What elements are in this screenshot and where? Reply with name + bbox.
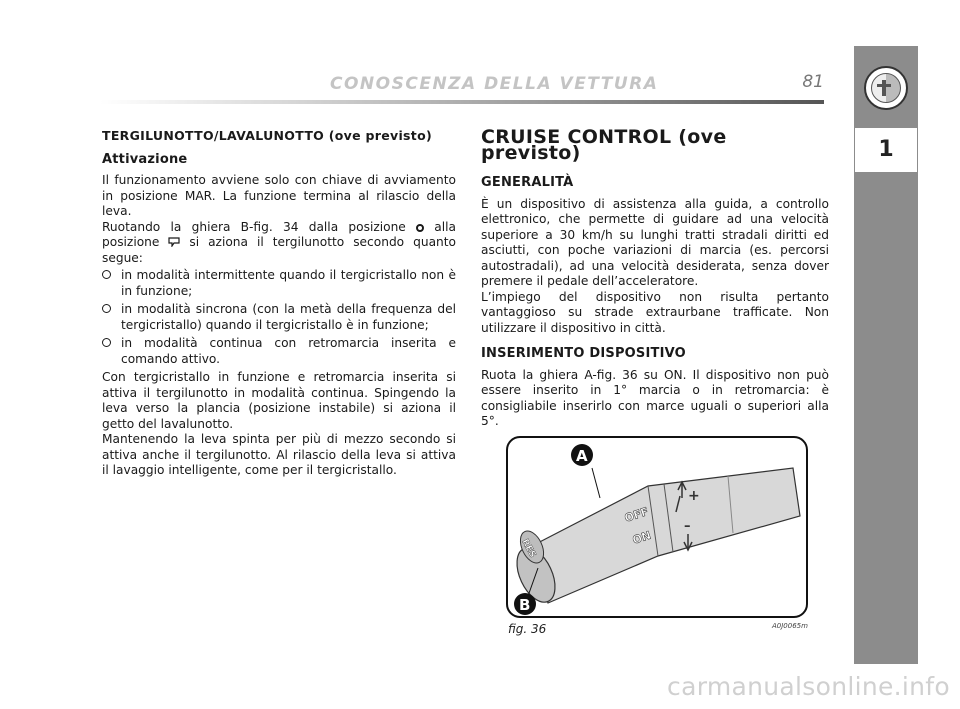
subsection-title-inserimento: INSERIMENTO DISPOSITIVO: [481, 346, 686, 361]
section-title-cruise-control: CRUISE CONTROL (ove previsto): [481, 126, 727, 164]
paragraph: È un dispositivo di assistenza alla guida, a controllo elettronico, che permette di guidare ad una velocità superiore a 30 km/h su lunghi tratti stradali diritti ed asciutti, con poche variazioni di marcia (es. percorsi autostradali), ad una velocità desiderata, senza dover premere il pedale dell’acceleratore.: [481, 196, 829, 288]
footer-watermark: carmanualsonline.info: [667, 672, 950, 701]
res-label: RES: [519, 537, 538, 560]
cruise-lever-illustration: [508, 438, 806, 616]
left-column: [102, 128, 456, 479]
page-header: [100, 66, 824, 106]
list-item: in modalità intermittente quando il tergicristallo non è in funzione;: [102, 268, 456, 299]
rear-wiper-icon: [168, 236, 180, 247]
list-item: in modalità sincrona (con la metà della frequenza del tergicristallo) quando il tergicristallo è in funzione;: [102, 302, 456, 333]
paragraph: Con tergicristallo in funzione e retromarcia inserita si attiva il tergilunotto in modalità continua. Spingendo la leva verso la plancia (posizione instabile) si aziona il getto del lavalunotto.: [102, 370, 456, 431]
figure-36-cruise-lever: [506, 436, 808, 618]
paragraph: Ruota la ghiera A-fig. 36 su ON. Il dispositivo non può essere inserito in 1° marcia o in retromarcia: è consigliabile inserirlo con marce uguali o superiori alla 5°.: [481, 367, 829, 428]
on-label: ON: [630, 528, 653, 547]
list-item: in modalità continua con retromarcia inserita e comando attivo.: [102, 336, 456, 367]
chapter-number: 1: [855, 128, 917, 172]
off-label: OFF: [622, 504, 651, 525]
figure-code: A0J0065m: [772, 622, 808, 630]
right-column: [481, 126, 829, 430]
page-number: 81: [802, 72, 824, 92]
minus-label: –: [684, 519, 691, 534]
bullet-icon: [102, 270, 111, 279]
paragraph-ghiera: Ruotando la ghiera B-fig. 34 dalla posizione alla posizione si aziona il tergilunotto secondo quanto segue:: [102, 219, 457, 265]
callout-b-label: B: [519, 596, 531, 614]
subsection-title-generalita: GENERALITÀ: [481, 175, 574, 190]
section-running-title: CONOSCENZA DELLA VETTURA: [330, 74, 659, 94]
plus-label: +: [688, 488, 700, 504]
paragraph: L’impiego del dispositivo non risulta pertanto vantaggioso su strade extraurbane trafficate. Non utilizzare il dispositivo in città.: [481, 289, 829, 335]
ring-position-icon: [416, 224, 424, 232]
alfa-romeo-logo-icon: [864, 66, 908, 110]
wiper-mode-list: [102, 268, 456, 367]
paragraph: Mantenendo la leva spinta per più di mezzo secondo si attiva anche il tergilunotto. Al rilascio della leva si attiva il lavaggio intelligente, come per il tergicristallo.: [102, 432, 456, 477]
bullet-icon: [102, 304, 111, 313]
paragraph: Il funzionamento avviene solo con chiave di avviamento in posizione MAR. La funzione termina al rilascio della leva.: [102, 173, 456, 218]
callout-a-label: A: [576, 447, 588, 465]
subsection-title-attivazione: Attivazione: [102, 151, 188, 167]
section-title-tergilunotto: TERGILUNOTTO/LAVALUNOTTO (ove previsto): [102, 128, 432, 143]
header-rule: [100, 100, 824, 104]
bullet-icon: [102, 338, 111, 347]
figure-caption: fig. 36: [508, 622, 547, 636]
